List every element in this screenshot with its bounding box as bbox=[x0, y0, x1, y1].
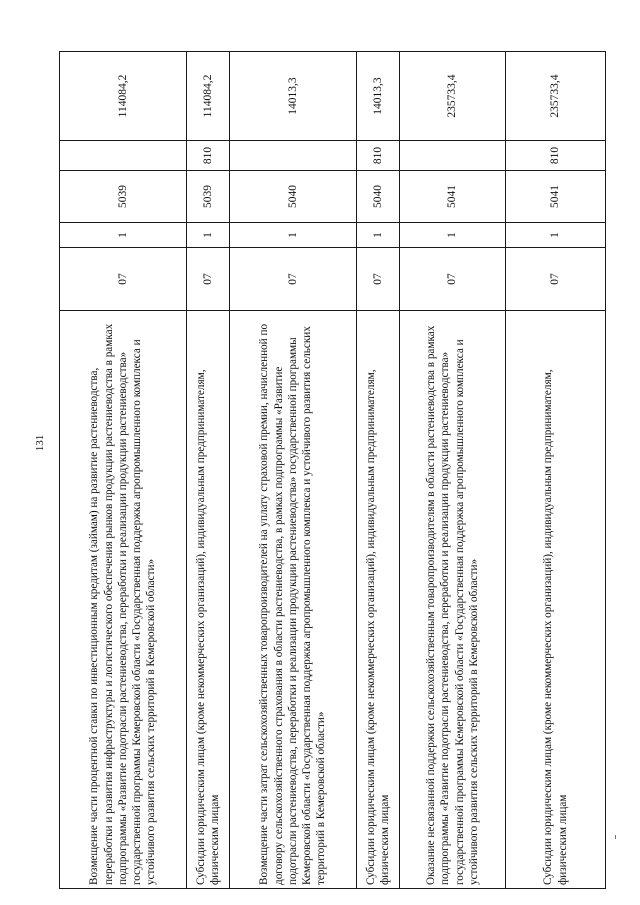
code-expense-type bbox=[60, 141, 187, 171]
code-expense-type: 810 bbox=[357, 141, 400, 171]
code-program: 1 bbox=[400, 223, 506, 248]
code-section: 07 bbox=[506, 248, 606, 311]
row-amount: 14013,3 bbox=[357, 52, 400, 141]
code-expense-type bbox=[400, 141, 506, 171]
table-row bbox=[400, 52, 506, 889]
table-row bbox=[506, 52, 606, 889]
row-description: Оказание несвязанной поддержки сельскохозяйственным товаропроизводителям в области растениеводства в рамках подпрограммы «Развитие подотрасли растениеводства, переработки и реализации продукции растениеводства» государственной программы Кемеровской области «Государственная поддержка агропромышленного комплекса и устойчивого развития сельских территорий в Кемеровской области» bbox=[400, 311, 506, 889]
row-amount: 114084,2 bbox=[60, 52, 187, 141]
code-target: 5041 bbox=[400, 171, 506, 223]
code-program: 1 bbox=[506, 223, 606, 248]
code-section: 07 bbox=[400, 248, 506, 311]
code-target: 5039 bbox=[60, 171, 187, 223]
code-target: 5041 bbox=[506, 171, 606, 223]
code-section: 07 bbox=[60, 248, 187, 311]
row-description: Возмещение части затрат сельскохозяйственных товаропроизводителей на уплату страховой премии, начисленной по договору сельскохозяйственного страхования в области растениеводства, в рамках подпрограммы «Развитие подотрасли растениеводства, переработки и реализации продукции растениеводства» государственной программы Кемеровской области «Государственная поддержка агропромышленного комплекса и устойчивого развития сельских территорий в Кемеровской области» bbox=[230, 311, 357, 889]
code-section: 07 bbox=[357, 248, 400, 311]
table-row bbox=[60, 52, 187, 889]
code-section: 07 bbox=[230, 248, 357, 311]
code-expense-type bbox=[230, 141, 357, 171]
code-target: 5040 bbox=[230, 171, 357, 223]
row-description: Возмещение части процентной ставки по инвестиционным кредитам (займам) на развитие растениеводства, переработки и развития инфраструктуры и логистического обеспечения рынков продукции растениеводства в рамках подпрограммы «Развитие подотрасли растениеводства, переработки и реализации продукции растениеводства» государственной программы Кемеровской области «Государственная поддержка агропромышленного комплекса и устойчивого развития сельских территорий в Кемеровской области» bbox=[60, 311, 187, 889]
code-program: 1 bbox=[357, 223, 400, 248]
table-row bbox=[230, 52, 357, 889]
rotated-table-wrapper bbox=[59, 52, 605, 889]
code-expense-type: 810 bbox=[187, 141, 230, 171]
table-row bbox=[187, 52, 230, 889]
row-description: Субсидии юридическим лицам (кроме некоммерческих организаций), индивидуальным предпринимателям, физическим лицам bbox=[506, 311, 606, 889]
code-program: 1 bbox=[60, 223, 187, 248]
row-amount: 114084,2 bbox=[187, 52, 230, 141]
page-number: 131 bbox=[34, 434, 46, 452]
table-row bbox=[357, 52, 400, 889]
row-description: Субсидии юридическим лицам (кроме некоммерческих организаций), индивидуальным предпринимателям, физическим лицам bbox=[187, 311, 230, 889]
code-target: 5039 bbox=[187, 171, 230, 223]
budget-table bbox=[59, 51, 606, 889]
row-amount: 14013,3 bbox=[230, 52, 357, 141]
code-program: 1 bbox=[230, 223, 357, 248]
code-program: 1 bbox=[187, 223, 230, 248]
code-section: 07 bbox=[187, 248, 230, 311]
code-target: 5040 bbox=[357, 171, 400, 223]
row-amount: 235733,4 bbox=[400, 52, 506, 141]
row-description: Субсидии юридическим лицам (кроме некоммерческих организаций), индивидуальным предпринимателям, физическим лицам bbox=[357, 311, 400, 889]
row-amount: 235733,4 bbox=[506, 52, 606, 141]
scan-artifact bbox=[615, 835, 616, 839]
code-expense-type: 810 bbox=[506, 141, 606, 171]
